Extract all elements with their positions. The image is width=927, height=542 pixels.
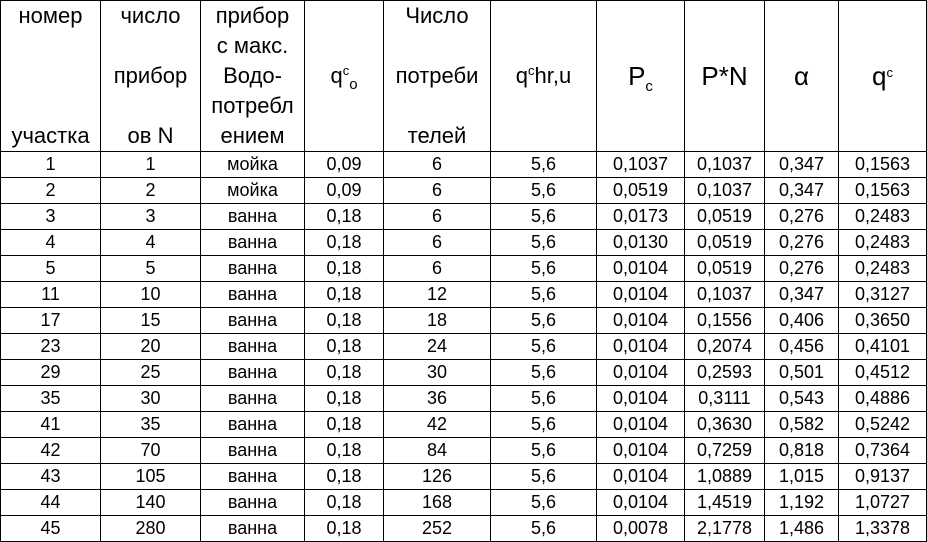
table-row xyxy=(1,178,927,204)
table-row xyxy=(1,490,927,516)
table-cell: 0,18 xyxy=(305,438,384,464)
table-cell: 0,582 xyxy=(765,412,839,438)
table-cell: 5,6 xyxy=(491,490,597,516)
formula-sup: c xyxy=(886,65,893,80)
table-cell: 0,3111 xyxy=(685,386,765,412)
formula-sup: c xyxy=(528,63,535,78)
table-cell: ванна xyxy=(201,360,305,386)
table-cell: 4 xyxy=(1,230,101,256)
table-cell: 5,6 xyxy=(491,256,597,282)
table-cell: 0,4512 xyxy=(839,360,927,386)
formula-base: q xyxy=(330,63,343,88)
table-cell: 0,18 xyxy=(305,360,384,386)
header-line xyxy=(384,91,490,121)
table-cell: 5,6 xyxy=(491,438,597,464)
table-cell: 1,0727 xyxy=(839,490,927,516)
table-cell: 0,0078 xyxy=(597,516,685,542)
table-cell: 0,543 xyxy=(765,386,839,412)
table-cell: 0,1556 xyxy=(685,308,765,334)
table-cell: 30 xyxy=(101,386,201,412)
table-cell: 252 xyxy=(384,516,491,542)
table-cell: 29 xyxy=(1,360,101,386)
table-cell: 0,18 xyxy=(305,412,384,438)
table-cell: 0,0104 xyxy=(597,334,685,360)
table-cell: 0,1037 xyxy=(685,282,765,308)
table-cell: 0,0519 xyxy=(685,230,765,256)
table-cell: 24 xyxy=(384,334,491,360)
table-cell: 5,6 xyxy=(491,464,597,490)
table-cell: ванна xyxy=(201,230,305,256)
table-cell: 0,1037 xyxy=(597,152,685,178)
table-cell: 0,18 xyxy=(305,334,384,360)
table-cell: 0,4886 xyxy=(839,386,927,412)
header-line: ов N xyxy=(127,123,174,148)
table-cell: 0,0173 xyxy=(597,204,685,230)
table-cell: 0,406 xyxy=(765,308,839,334)
header-formula xyxy=(597,61,684,96)
table-cell: ванна xyxy=(201,308,305,334)
table-cell: 5,6 xyxy=(491,152,597,178)
table-cell: 0,5242 xyxy=(839,412,927,438)
table-cell: 0,18 xyxy=(305,230,384,256)
header-row xyxy=(1,1,927,152)
table-cell: 168 xyxy=(384,490,491,516)
table-cell: 105 xyxy=(101,464,201,490)
table-cell: 5 xyxy=(101,256,201,282)
header-consumer-count xyxy=(384,1,491,152)
table-cell: 5,6 xyxy=(491,412,597,438)
table-cell: 0,7259 xyxy=(685,438,765,464)
formula-base: P xyxy=(628,61,646,91)
table-cell: мойка xyxy=(201,152,305,178)
table-cell: 0,1563 xyxy=(839,152,927,178)
table-cell: 6 xyxy=(384,204,491,230)
table-cell: 6 xyxy=(384,230,491,256)
table-cell: 0,18 xyxy=(305,464,384,490)
table-cell: 0,3650 xyxy=(839,308,927,334)
table-cell: 280 xyxy=(101,516,201,542)
table-cell: 5,6 xyxy=(491,178,597,204)
table-cell: 1,3378 xyxy=(839,516,927,542)
table-row xyxy=(1,204,927,230)
table-cell: 5,6 xyxy=(491,282,597,308)
table-cell: 0,276 xyxy=(765,256,839,282)
table-cell: 17 xyxy=(1,308,101,334)
table-cell: 0,818 xyxy=(765,438,839,464)
formula-sub: c xyxy=(645,78,653,95)
table-cell: 0,0104 xyxy=(597,464,685,490)
table-cell: 0,1037 xyxy=(685,152,765,178)
table-row xyxy=(1,386,927,412)
header-section-number xyxy=(1,1,101,152)
header-formula xyxy=(839,61,926,96)
table-cell: 0,0519 xyxy=(685,256,765,282)
table-cell: 0,2593 xyxy=(685,360,765,386)
table-cell: 0,9137 xyxy=(839,464,927,490)
header-p-c xyxy=(597,1,685,152)
table-cell: 5 xyxy=(1,256,101,282)
table-cell: 5,6 xyxy=(491,360,597,386)
table-cell: 1,0889 xyxy=(685,464,765,490)
table-cell: 0,1563 xyxy=(839,178,927,204)
table-cell: 0,7364 xyxy=(839,438,927,464)
table-cell: 0,0104 xyxy=(597,282,685,308)
table-row xyxy=(1,256,927,282)
table-cell: 20 xyxy=(101,334,201,360)
table-cell: 5,6 xyxy=(491,308,597,334)
table-cell: ванна xyxy=(201,516,305,542)
table-cell: 1,192 xyxy=(765,490,839,516)
header-line: прибор xyxy=(215,3,290,28)
header-line xyxy=(101,91,200,121)
table-cell: 0,18 xyxy=(305,516,384,542)
table-cell: 0,0104 xyxy=(597,308,685,334)
header-line: Число xyxy=(405,3,469,28)
header-p-times-n xyxy=(685,1,765,152)
header-line: потребл xyxy=(211,93,294,118)
header-line xyxy=(1,31,100,61)
table-cell: 2,1778 xyxy=(685,516,765,542)
table-cell: 84 xyxy=(384,438,491,464)
table-cell: 0,18 xyxy=(305,204,384,230)
table-cell: 1 xyxy=(101,152,201,178)
table-row xyxy=(1,282,927,308)
table-cell: ванна xyxy=(201,412,305,438)
table-cell: 0,0104 xyxy=(597,360,685,386)
table-cell: 42 xyxy=(384,412,491,438)
table-cell: 30 xyxy=(384,360,491,386)
table-cell: 1,015 xyxy=(765,464,839,490)
table-cell: 0,501 xyxy=(765,360,839,386)
formula-sub: o xyxy=(349,76,358,93)
table-cell: 15 xyxy=(101,308,201,334)
table-cell: 0,18 xyxy=(305,386,384,412)
table-cell: ванна xyxy=(201,256,305,282)
table-cell: 2 xyxy=(101,178,201,204)
table-cell: 1,486 xyxy=(765,516,839,542)
table-cell: 0,347 xyxy=(765,152,839,178)
table-body xyxy=(1,152,927,542)
formula-base: q xyxy=(515,63,529,88)
table-cell: 0,0104 xyxy=(597,386,685,412)
table-cell: 44 xyxy=(1,490,101,516)
table-cell: 45 xyxy=(1,516,101,542)
header-line: Водо- xyxy=(223,63,282,88)
table-row xyxy=(1,464,927,490)
header-line xyxy=(1,91,100,121)
table-cell: 0,347 xyxy=(765,282,839,308)
header-line xyxy=(1,61,100,91)
table-cell: 43 xyxy=(1,464,101,490)
table-row xyxy=(1,412,927,438)
table-cell: 0,0130 xyxy=(597,230,685,256)
table-cell: 0,0519 xyxy=(597,178,685,204)
header-formula xyxy=(491,61,596,94)
table-cell: 0,3630 xyxy=(685,412,765,438)
table-cell: 140 xyxy=(101,490,201,516)
table-row xyxy=(1,334,927,360)
header-line: телей xyxy=(407,123,467,148)
table-cell: 0,1037 xyxy=(685,178,765,204)
table-cell: 70 xyxy=(101,438,201,464)
table-row xyxy=(1,308,927,334)
table-row xyxy=(1,516,927,542)
table-cell: ванна xyxy=(201,386,305,412)
table-cell: ванна xyxy=(201,464,305,490)
table-cell: ванна xyxy=(201,334,305,360)
header-line: ением xyxy=(220,123,285,148)
header-q-c-hr-u xyxy=(491,1,597,152)
header-line: потреби xyxy=(395,63,479,88)
table-cell: 1 xyxy=(1,152,101,178)
header-q-c-o xyxy=(305,1,384,152)
table-row xyxy=(1,152,927,178)
table-cell: 5,6 xyxy=(491,516,597,542)
table-cell: 5,6 xyxy=(491,386,597,412)
table-cell: ванна xyxy=(201,490,305,516)
table-cell: ванна xyxy=(201,204,305,230)
table-cell: 0,276 xyxy=(765,230,839,256)
table-cell: 0,2483 xyxy=(839,256,927,282)
table-cell: 42 xyxy=(1,438,101,464)
table-cell: 6 xyxy=(384,178,491,204)
header-line: номер xyxy=(18,3,83,28)
table-cell: 6 xyxy=(384,152,491,178)
table-cell: 5,6 xyxy=(491,230,597,256)
table-cell: 5,6 xyxy=(491,204,597,230)
table-cell: 0,18 xyxy=(305,490,384,516)
table-cell: 36 xyxy=(384,386,491,412)
table-cell: 0,347 xyxy=(765,178,839,204)
header-line: с макс. xyxy=(216,33,289,58)
table-cell: 11 xyxy=(1,282,101,308)
header-alpha xyxy=(765,1,839,152)
formula-rest: hr,u xyxy=(534,63,572,88)
header-line xyxy=(384,31,490,61)
table-cell: ванна xyxy=(201,438,305,464)
header-device-count xyxy=(101,1,201,152)
table-cell: 0,2483 xyxy=(839,230,927,256)
table-cell: 0,4101 xyxy=(839,334,927,360)
table-cell: 12 xyxy=(384,282,491,308)
table-row xyxy=(1,230,927,256)
header-line xyxy=(101,31,200,61)
table-cell: 18 xyxy=(384,308,491,334)
table-cell: 6 xyxy=(384,256,491,282)
table-cell: 0,0104 xyxy=(597,438,685,464)
header-formula: P*N xyxy=(701,61,748,91)
table-cell: 0,2074 xyxy=(685,334,765,360)
table-cell: 0,0104 xyxy=(597,256,685,282)
table-cell: 0,09 xyxy=(305,152,384,178)
table-cell: 5,6 xyxy=(491,334,597,360)
header-formula xyxy=(305,61,383,94)
table-cell: 0,18 xyxy=(305,256,384,282)
table-cell: 0,0104 xyxy=(597,412,685,438)
table-cell: ванна xyxy=(201,282,305,308)
table-cell: 41 xyxy=(1,412,101,438)
header-formula: α xyxy=(793,61,810,91)
table-cell: 23 xyxy=(1,334,101,360)
table-cell: мойка xyxy=(201,178,305,204)
table-cell: 0,2483 xyxy=(839,204,927,230)
header-line: число xyxy=(120,3,181,28)
table-cell: 4 xyxy=(101,230,201,256)
table-cell: 0,0104 xyxy=(597,490,685,516)
table-row xyxy=(1,360,927,386)
table-cell: 25 xyxy=(101,360,201,386)
table-cell: 0,3127 xyxy=(839,282,927,308)
header-line: участка xyxy=(11,123,90,148)
table-cell: 3 xyxy=(101,204,201,230)
table-cell: 0,18 xyxy=(305,308,384,334)
table-cell: 35 xyxy=(1,386,101,412)
table-cell: 0,09 xyxy=(305,178,384,204)
header-q-c xyxy=(839,1,927,152)
table-cell: 2 xyxy=(1,178,101,204)
table-cell: 126 xyxy=(384,464,491,490)
table-cell: 0,0519 xyxy=(685,204,765,230)
table-cell: 1,4519 xyxy=(685,490,765,516)
header-line: прибор xyxy=(113,63,188,88)
formula-sup: c xyxy=(342,63,350,78)
formula-base: q xyxy=(872,61,887,91)
table-row xyxy=(1,438,927,464)
header-max-device xyxy=(201,1,305,152)
table-cell: 35 xyxy=(101,412,201,438)
table-cell: 0,18 xyxy=(305,282,384,308)
table-cell: 0,456 xyxy=(765,334,839,360)
table-cell: 10 xyxy=(101,282,201,308)
table-cell: 0,276 xyxy=(765,204,839,230)
table-cell: 3 xyxy=(1,204,101,230)
